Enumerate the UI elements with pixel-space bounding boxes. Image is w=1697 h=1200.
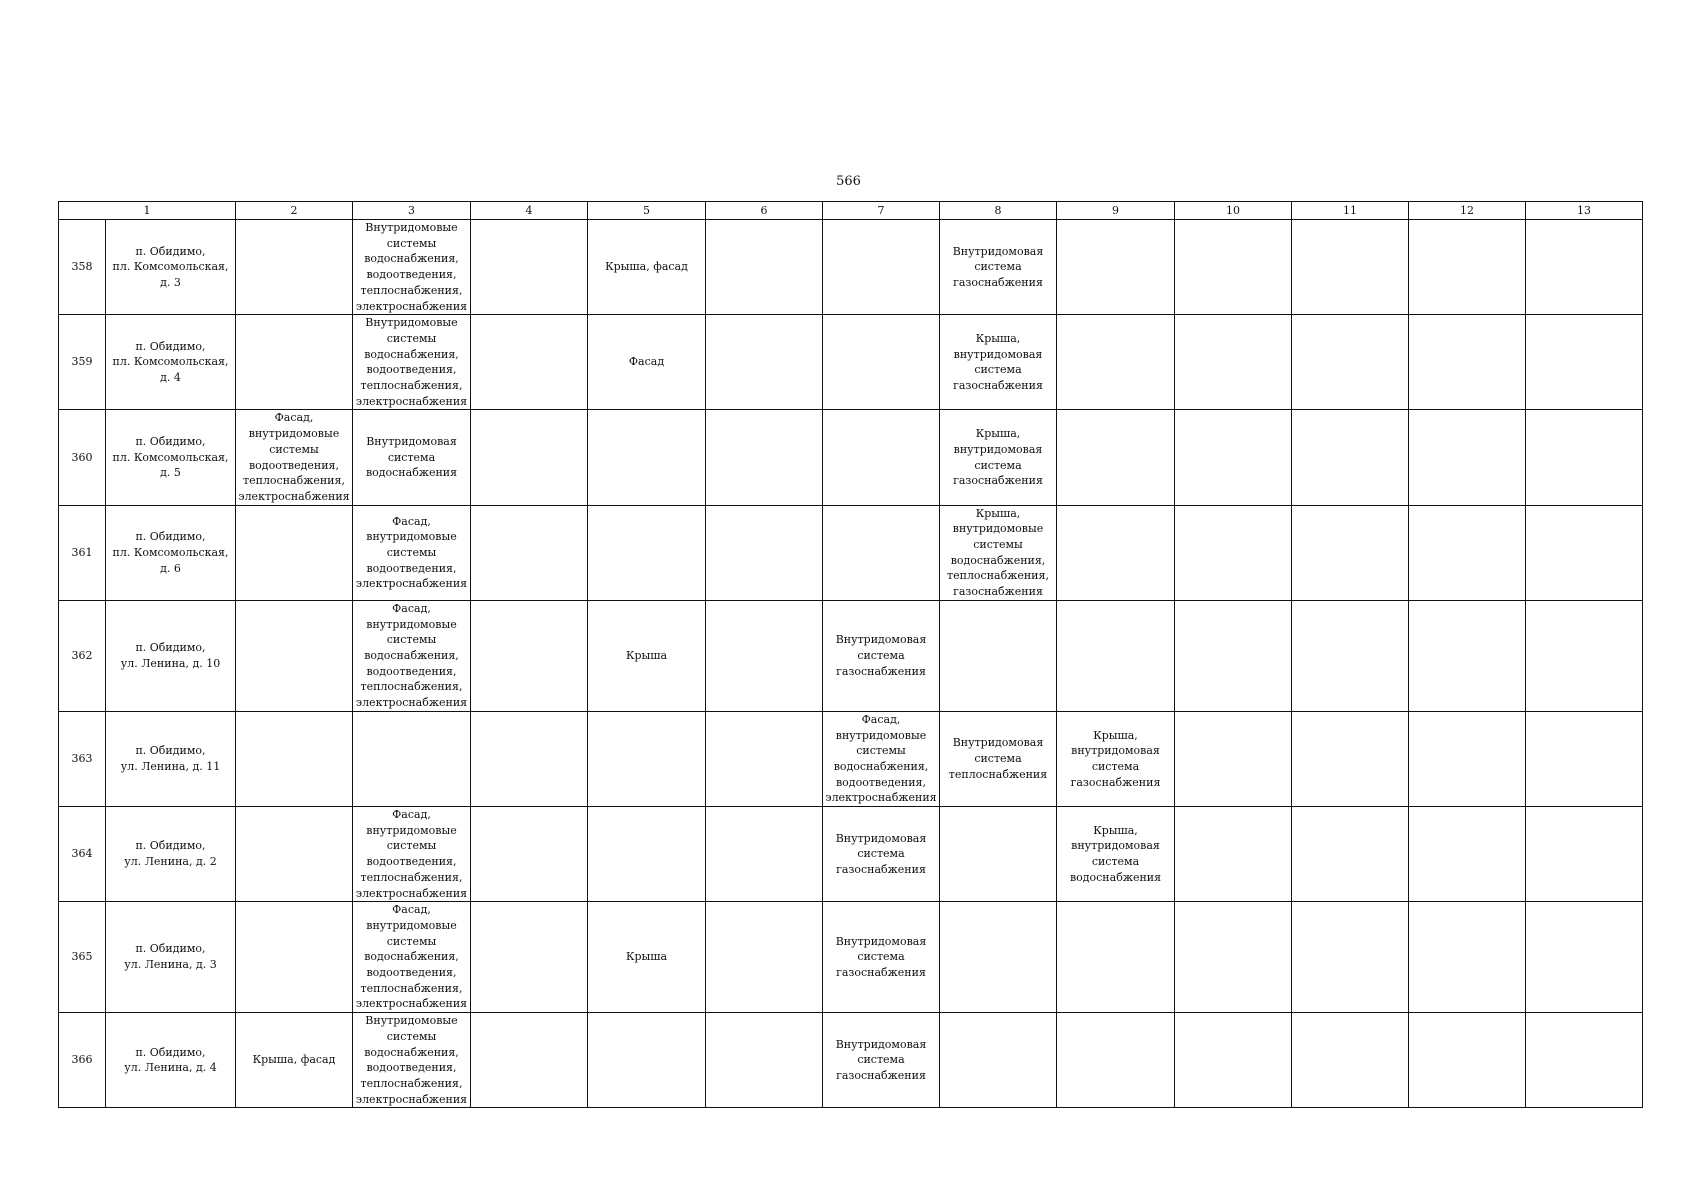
row-number	[59, 600, 106, 711]
col-13-cell	[1526, 220, 1643, 315]
col-12-cell	[1409, 711, 1526, 806]
header-row	[59, 202, 1643, 220]
column-header-13: 13	[1526, 202, 1643, 220]
col-6-cell	[706, 902, 823, 1013]
col-5-cell	[588, 315, 706, 410]
column-header-9: 9	[1057, 202, 1175, 220]
col-3-cell	[353, 1013, 471, 1108]
row-number-text: 359	[71, 355, 93, 369]
col-11-cell	[1292, 410, 1409, 505]
col-11-cell	[1292, 902, 1409, 1013]
row-number	[59, 315, 106, 410]
col-8-cell-text: Внутридомовая система теплоснабжения	[948, 736, 1048, 781]
table-row	[59, 807, 1643, 902]
address-cell-text: п. Обидимо, пл. Комсомольская, д. 5	[112, 434, 229, 480]
column-header-4: 4	[471, 202, 588, 220]
column-header-10: 10	[1175, 202, 1292, 220]
col-3-cell-text: Фасад, внутридомовые системы водоснабжения, водоотведения, теплоснабжения, электроснабжения	[355, 601, 468, 710]
col-12-cell	[1409, 807, 1526, 902]
col-7-cell-text: Внутридомовая система газоснабжения	[835, 934, 927, 980]
col-12-cell	[1409, 315, 1526, 410]
col-4-cell	[471, 1013, 588, 1108]
col-5-cell	[588, 600, 706, 711]
row-number-text: 362	[71, 648, 93, 662]
col-11-cell	[1292, 505, 1409, 600]
col-3-cell-text: Фасад, внутридомовые системы водоснабжения, водоотведения, теплоснабжения, электроснабжения	[355, 903, 468, 1011]
col-7-cell-text: Внутридомовая система газоснабжения	[835, 633, 927, 678]
col-13-cell	[1526, 711, 1643, 806]
col-3-cell	[353, 410, 471, 505]
col-2-cell	[236, 220, 353, 315]
col-3-cell-text: Фасад, внутридомовые системы водоотведения, электроснабжения	[355, 514, 468, 591]
table-row	[59, 505, 1643, 600]
col-4-cell	[471, 600, 588, 711]
row-number-text: 358	[71, 260, 93, 274]
address-cell-text: п. Обидимо, пл. Комсомольская, д. 4	[112, 339, 229, 385]
col-12-cell	[1409, 220, 1526, 315]
col-9-cell	[1057, 711, 1175, 806]
col-7-cell-text: Внутридомовая система газоснабжения	[835, 831, 927, 876]
col-7-cell	[823, 220, 940, 315]
col-10-cell	[1175, 807, 1292, 902]
address-cell-text: п. Обидимо, ул. Ленина, д. 2	[124, 839, 217, 869]
col-9-cell	[1057, 315, 1175, 410]
col-2-cell	[236, 315, 353, 410]
col-3-cell-text: Фасад, внутридомовые системы водоотведения, теплоснабжения, электроснабжения	[355, 808, 468, 900]
col-3-cell	[353, 315, 471, 410]
address-cell	[106, 315, 236, 410]
address-cell	[106, 410, 236, 505]
table-row	[59, 220, 1643, 315]
row-number-text: 364	[71, 847, 93, 861]
col-2-cell	[236, 807, 353, 902]
col-7-cell	[823, 410, 940, 505]
col-9-cell	[1057, 410, 1175, 505]
col-4-cell	[471, 315, 588, 410]
col-7-cell	[823, 315, 940, 410]
col-6-cell	[706, 600, 823, 711]
col-7-cell	[823, 600, 940, 711]
table-row	[59, 315, 1643, 410]
row-number	[59, 1013, 106, 1108]
col-7-cell	[823, 902, 940, 1013]
row-number-text: 361	[71, 545, 93, 559]
col-9-cell	[1057, 220, 1175, 315]
col-8-cell	[940, 711, 1057, 806]
col-13-cell	[1526, 505, 1643, 600]
column-header-2: 2	[236, 202, 353, 220]
col-13-cell	[1526, 315, 1643, 410]
page-number: 566	[836, 174, 861, 189]
col-8-cell-text: Внутридомовая система газоснабжения	[952, 244, 1044, 289]
address-cell-text: п. Обидимо, ул. Ленина, д. 10	[120, 641, 221, 670]
col-13-cell	[1526, 410, 1643, 505]
col-8-cell-text: Крыша, внутридомовая система газоснабжения	[953, 427, 1043, 488]
col-6-cell	[706, 410, 823, 505]
col-10-cell	[1175, 1013, 1292, 1108]
col-8-cell	[940, 410, 1057, 505]
col-10-cell	[1175, 410, 1292, 505]
table-row	[59, 410, 1643, 505]
col-13-cell	[1526, 902, 1643, 1013]
col-5-cell	[588, 220, 706, 315]
col-12-cell	[1409, 902, 1526, 1013]
col-9-cell	[1057, 902, 1175, 1013]
col-9-cell	[1057, 505, 1175, 600]
table-body	[59, 220, 1643, 1108]
col-10-cell	[1175, 315, 1292, 410]
col-5-cell	[588, 807, 706, 902]
col-8-cell	[940, 505, 1057, 600]
col-3-cell	[353, 711, 471, 806]
row-number	[59, 410, 106, 505]
col-12-cell	[1409, 1013, 1526, 1108]
row-number-text: 365	[71, 950, 93, 964]
col-3-cell-text: Внутридомовые системы водоснабжения, водоотведения, теплоснабжения, электроснабжения	[355, 1014, 468, 1106]
row-number-text: 366	[71, 1053, 93, 1067]
col-7-cell	[823, 505, 940, 600]
row-number	[59, 711, 106, 806]
col-8-cell	[940, 807, 1057, 902]
col-2-cell	[236, 711, 353, 806]
col-2-cell-text: Крыша, фасад	[252, 1053, 336, 1067]
col-12-cell	[1409, 410, 1526, 505]
column-header-7: 7	[823, 202, 940, 220]
column-header-8: 8	[940, 202, 1057, 220]
col-13-cell	[1526, 600, 1643, 711]
col-11-cell	[1292, 315, 1409, 410]
col-9-cell	[1057, 1013, 1175, 1108]
col-5-cell	[588, 410, 706, 505]
col-6-cell	[706, 220, 823, 315]
col-3-cell-text: Внутридомовые системы водоснабжения, водоотведения, теплоснабжения, электроснабжения	[355, 221, 468, 313]
col-7-cell-text: Фасад, внутридомовые системы водоснабжения, водоотведения, электроснабжения	[825, 712, 937, 805]
col-8-cell-text: Крыша, внутридомовые системы водоснабжения, теплоснабжения, газоснабжения	[947, 506, 1049, 599]
col-8-cell	[940, 315, 1057, 410]
col-10-cell	[1175, 505, 1292, 600]
column-header-1: 1	[59, 202, 236, 220]
column-header-5: 5	[588, 202, 706, 220]
col-3-cell	[353, 807, 471, 902]
col-3-cell	[353, 600, 471, 711]
col-11-cell	[1292, 220, 1409, 315]
col-5-cell	[588, 505, 706, 600]
address-cell-text: п. Обидимо, ул. Ленина, д. 3	[124, 942, 217, 972]
col-6-cell	[706, 315, 823, 410]
col-10-cell	[1175, 220, 1292, 315]
col-6-cell	[706, 1013, 823, 1108]
col-4-cell	[471, 220, 588, 315]
col-7-cell-text: Внутридомовая система газоснабжения	[835, 1037, 927, 1083]
col-3-cell	[353, 220, 471, 315]
col-5-cell-text: Фасад	[628, 355, 665, 369]
address-cell-text: п. Обидимо, ул. Ленина, д. 4	[124, 1045, 217, 1075]
col-11-cell	[1292, 711, 1409, 806]
col-3-cell	[353, 505, 471, 600]
col-7-cell	[823, 807, 940, 902]
col-7-cell	[823, 711, 940, 806]
col-5-cell	[588, 1013, 706, 1108]
col-4-cell	[471, 807, 588, 902]
row-number	[59, 807, 106, 902]
table-row	[59, 902, 1643, 1013]
col-2-cell	[236, 600, 353, 711]
column-header-12: 12	[1409, 202, 1526, 220]
col-9-cell-text: Крыша, внутридомовая система водоснабжения	[1069, 823, 1162, 884]
address-cell	[106, 220, 236, 315]
col-4-cell	[471, 711, 588, 806]
col-2-cell-text: Фасад, внутридомовые системы водоотведения, теплоснабжения, электроснабжения	[238, 411, 350, 503]
col-11-cell	[1292, 600, 1409, 711]
col-6-cell	[706, 505, 823, 600]
col-5-cell-text: Крыша	[625, 950, 668, 964]
address-cell-text: п. Обидимо, пл. Комсомольская, д. 6	[112, 530, 229, 575]
address-cell	[106, 600, 236, 711]
row-number	[59, 505, 106, 600]
column-header-3: 3	[353, 202, 471, 220]
col-5-cell-text: Крыша, фасад	[605, 260, 688, 274]
col-11-cell	[1292, 1013, 1409, 1108]
row-number	[59, 220, 106, 315]
col-3-cell	[353, 902, 471, 1013]
table-row	[59, 600, 1643, 711]
col-9-cell	[1057, 807, 1175, 902]
table-row	[59, 711, 1643, 806]
col-7-cell	[823, 1013, 940, 1108]
row-number-text: 363	[71, 752, 93, 766]
col-6-cell	[706, 807, 823, 902]
col-13-cell	[1526, 807, 1643, 902]
col-12-cell	[1409, 505, 1526, 600]
col-2-cell	[236, 902, 353, 1013]
col-2-cell	[236, 505, 353, 600]
col-8-cell	[940, 902, 1057, 1013]
col-3-cell-text: Внутридомовые системы водоснабжения, водоотведения, теплоснабжения, электроснабжения	[355, 316, 468, 408]
column-header-6: 6	[706, 202, 823, 220]
col-13-cell	[1526, 1013, 1643, 1108]
col-3-cell-text: Внутридомовая система водоснабжения	[365, 434, 458, 480]
col-10-cell	[1175, 600, 1292, 711]
col-9-cell-text: Крыша, внутридомовая система газоснабжения	[1070, 728, 1161, 789]
address-cell-text: п. Обидимо, ул. Ленина, д. 11	[120, 744, 221, 773]
row-number	[59, 902, 106, 1013]
col-10-cell	[1175, 902, 1292, 1013]
col-8-cell	[940, 600, 1057, 711]
col-4-cell	[471, 505, 588, 600]
col-8-cell-text: Крыша, внутридомовая система газоснабжения	[953, 331, 1043, 393]
col-11-cell	[1292, 807, 1409, 902]
col-10-cell	[1175, 711, 1292, 806]
address-cell	[106, 902, 236, 1013]
col-4-cell	[471, 410, 588, 505]
column-header-11: 11	[1292, 202, 1409, 220]
row-number-text: 360	[71, 450, 93, 464]
col-8-cell	[940, 1013, 1057, 1108]
address-cell	[106, 807, 236, 902]
col-5-cell-text: Крыша	[625, 648, 668, 662]
address-cell-text: п. Обидимо, пл. Комсомольская, д. 3	[112, 244, 229, 289]
table-row	[59, 1013, 1643, 1108]
col-6-cell	[706, 711, 823, 806]
address-cell	[106, 1013, 236, 1108]
col-2-cell	[236, 1013, 353, 1108]
col-8-cell	[940, 220, 1057, 315]
address-cell	[106, 505, 236, 600]
col-5-cell	[588, 902, 706, 1013]
address-cell	[106, 711, 236, 806]
col-2-cell	[236, 410, 353, 505]
col-12-cell	[1409, 600, 1526, 711]
col-5-cell	[588, 711, 706, 806]
col-9-cell	[1057, 600, 1175, 711]
works-schedule-table	[58, 201, 1643, 1108]
col-4-cell	[471, 902, 588, 1013]
